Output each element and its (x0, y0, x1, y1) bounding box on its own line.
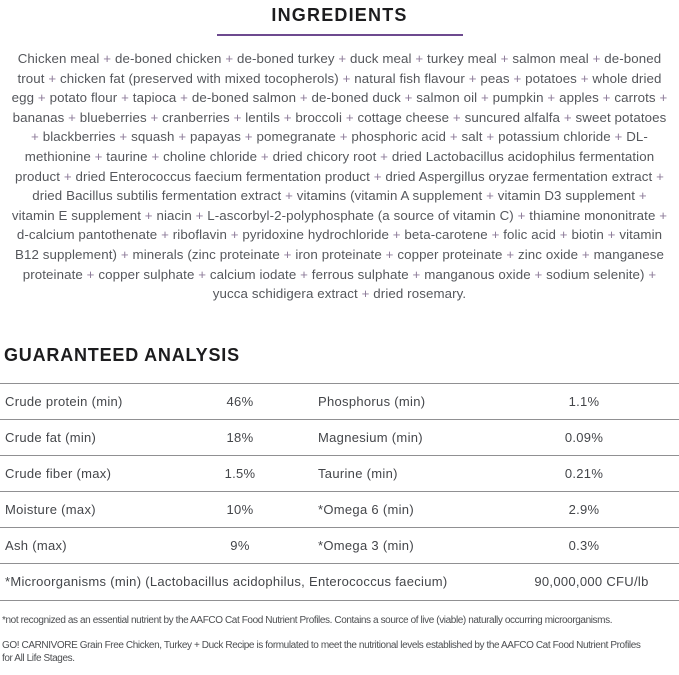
plus-separator: + (602, 90, 611, 106)
plus-separator: + (412, 266, 421, 282)
plus-separator: + (48, 70, 57, 86)
plus-separator: + (480, 90, 489, 106)
nutrient-label: Crude fiber (max) (5, 465, 112, 481)
plus-separator: + (559, 227, 568, 243)
plus-separator: + (534, 266, 543, 282)
plus-separator: + (150, 109, 159, 125)
nutrient-label: Moisture (max) (5, 501, 96, 517)
plus-separator: + (563, 109, 572, 125)
plus-separator: + (338, 51, 347, 66)
plus-separator: + (659, 90, 668, 106)
nutrient-label: Phosphorus (min) (318, 393, 426, 409)
plus-separator: + (103, 51, 112, 66)
plus-separator: + (339, 129, 348, 145)
plus-separator: + (31, 129, 39, 145)
ingredients-title: INGREDIENTS (271, 5, 408, 25)
plus-separator: + (86, 266, 95, 282)
plus-separator: + (614, 129, 623, 145)
plus-separator: + (119, 129, 128, 145)
plus-separator: + (580, 70, 589, 86)
plus-separator: + (68, 109, 77, 125)
nutrient-value: 0.21% (564, 465, 604, 481)
nutrient-value: 46% (226, 393, 254, 409)
plus-separator: + (404, 90, 413, 106)
plus-separator: + (547, 90, 556, 106)
table-row-microorganisms (0, 564, 679, 601)
plus-separator: + (94, 148, 103, 164)
plus-separator: + (230, 227, 239, 243)
nutrient-value: 2.9% (568, 501, 600, 517)
plus-separator: + (581, 246, 590, 262)
plus-separator: + (285, 188, 293, 204)
plus-separator: + (648, 266, 657, 282)
plus-separator: + (486, 188, 494, 204)
table-row (0, 456, 679, 492)
guaranteed-analysis-title: GUARANTEED ANALYSIS (4, 344, 240, 365)
nutrient-label: *Microorganisms (min) (Lactobacillus acidophilus, Enterococcus faecium) (5, 574, 448, 590)
plus-separator: + (120, 246, 129, 262)
plus-separator: + (161, 227, 169, 243)
plus-separator: + (506, 246, 515, 262)
plus-separator: + (37, 90, 46, 106)
accent-divider (217, 34, 463, 36)
plus-separator: + (299, 90, 308, 106)
nutrient-label: Crude protein (min) (5, 393, 123, 409)
plus-separator: + (468, 70, 477, 86)
plus-separator: + (500, 51, 509, 66)
plus-separator: + (233, 109, 242, 125)
plus-separator: + (342, 70, 351, 86)
nutrient-value: 90,000,000 CFU/lb (534, 574, 649, 590)
plus-separator: + (283, 109, 292, 125)
plus-separator: + (607, 227, 616, 243)
plus-separator: + (513, 70, 522, 86)
plus-separator: + (63, 168, 72, 184)
footnote-formulation (2, 639, 677, 666)
footnote-asterisk: *not recognized as an essential nutrient by the AAFCO Cat Food Nutrient Profiles. Contains a source of live (viable) naturally occurring microorganisms. (2, 614, 613, 626)
nutrient-label: Magnesium (min) (318, 429, 423, 445)
footnote-formulation-line: for All Life Stages. (2, 653, 75, 665)
ingredients-text: Chicken meal + de-boned chicken + de-boned turkey + duck meal + turkey meal + salmon meal + de-boned trout + chicken fat (preserved with mixed tocopherols) + natural fish flavour + peas + potatoes + whole dried egg + potato flour + tapioca + de-boned salmon + de-boned duck + salmon oil + pumpkin + apples + carrots + bananas + blueberries + cranberries + lentils + broccoli + cottage cheese + suncured alfalfa + sweet potatoes + blackberries + squash + papayas + pomegranate + phosphoric acid + salt + potassium chloride + DL-methionine + taurine + choline chloride + dried chicory root + dried Lactobacillus acidophilus fermentation product + dried Enterococcus faecium fermentation product + dried Aspergillus oryzae fermentation extract + dried Bacillus subtilis fermentation extract + vitamins (vitamin A supplement + vitamin D3 supplement + vitamin E supplement + niacin + L-ascorbyl-2-polyphosphate (a source of vitamin C) + thiamine mononitrate + d-calcium pantothenate + riboflavin + pyridoxine hydrochloride + beta-carotene + folic acid + biotin + vitamin B12 supplement) + minerals (zinc proteinate + iron proteinate + copper proteinate + zinc oxide + manganese proteinate + copper sulphate + calcium iodate + ferrous sulphate + manganous oxide + sodium selenite) + yucca schidigera extract + dried rosemary. (11, 51, 668, 302)
plus-separator: + (180, 90, 189, 106)
nutrient-label: Ash (max) (5, 537, 67, 553)
plus-separator: + (345, 109, 354, 125)
table-row (0, 492, 679, 528)
nutrient-label: *Omega 6 (min) (318, 501, 414, 517)
plus-separator: + (380, 148, 389, 164)
plus-separator: + (178, 129, 187, 145)
nutrient-value: 0.09% (564, 429, 604, 445)
plus-separator: + (486, 129, 495, 145)
plus-separator: + (638, 188, 647, 204)
table-row (0, 528, 679, 564)
plus-separator: + (283, 246, 292, 262)
plus-separator: + (144, 207, 153, 223)
plus-separator: + (491, 227, 500, 243)
plus-separator: + (198, 266, 207, 282)
plus-separator: + (592, 51, 601, 66)
plus-separator: + (656, 168, 664, 184)
plus-separator: + (415, 51, 424, 66)
table-row (0, 384, 679, 420)
nutrient-value: 9% (230, 537, 250, 553)
plus-separator: + (195, 207, 204, 223)
nutrient-label: *Omega 3 (min) (318, 537, 414, 553)
nutrient-value: 0.3% (568, 537, 600, 553)
plus-separator: + (659, 207, 668, 223)
plus-separator: + (452, 109, 461, 125)
plus-separator: + (260, 148, 269, 164)
plus-separator: + (225, 51, 234, 66)
plus-separator: + (449, 129, 458, 145)
nutrient-label: Crude fat (min) (5, 429, 97, 445)
plus-separator: + (151, 148, 160, 164)
plus-separator: + (300, 266, 308, 282)
plus-separator: + (385, 246, 394, 262)
nutrient-value: 10% (226, 501, 254, 517)
table-row (0, 420, 679, 456)
nutrient-value: 1.5% (224, 465, 256, 481)
plus-separator: + (121, 90, 129, 106)
nutrient-label: Taurine (min) (318, 465, 398, 481)
nutrient-value: 18% (226, 429, 254, 445)
plus-separator: + (517, 207, 526, 223)
plus-separator: + (244, 129, 253, 145)
footnote-formulation-line: GO! CARNIVORE Grain Free Chicken, Turkey + Duck Recipe is formulated to meet the nutritional levels established by the AAFCO Cat Food Nutrient Profiles (2, 639, 641, 651)
guaranteed-analysis-table (0, 383, 679, 601)
nutrient-value: 1.1% (568, 393, 600, 409)
plus-separator: + (361, 286, 370, 302)
plus-separator: + (373, 168, 382, 184)
plus-separator: + (392, 227, 401, 243)
